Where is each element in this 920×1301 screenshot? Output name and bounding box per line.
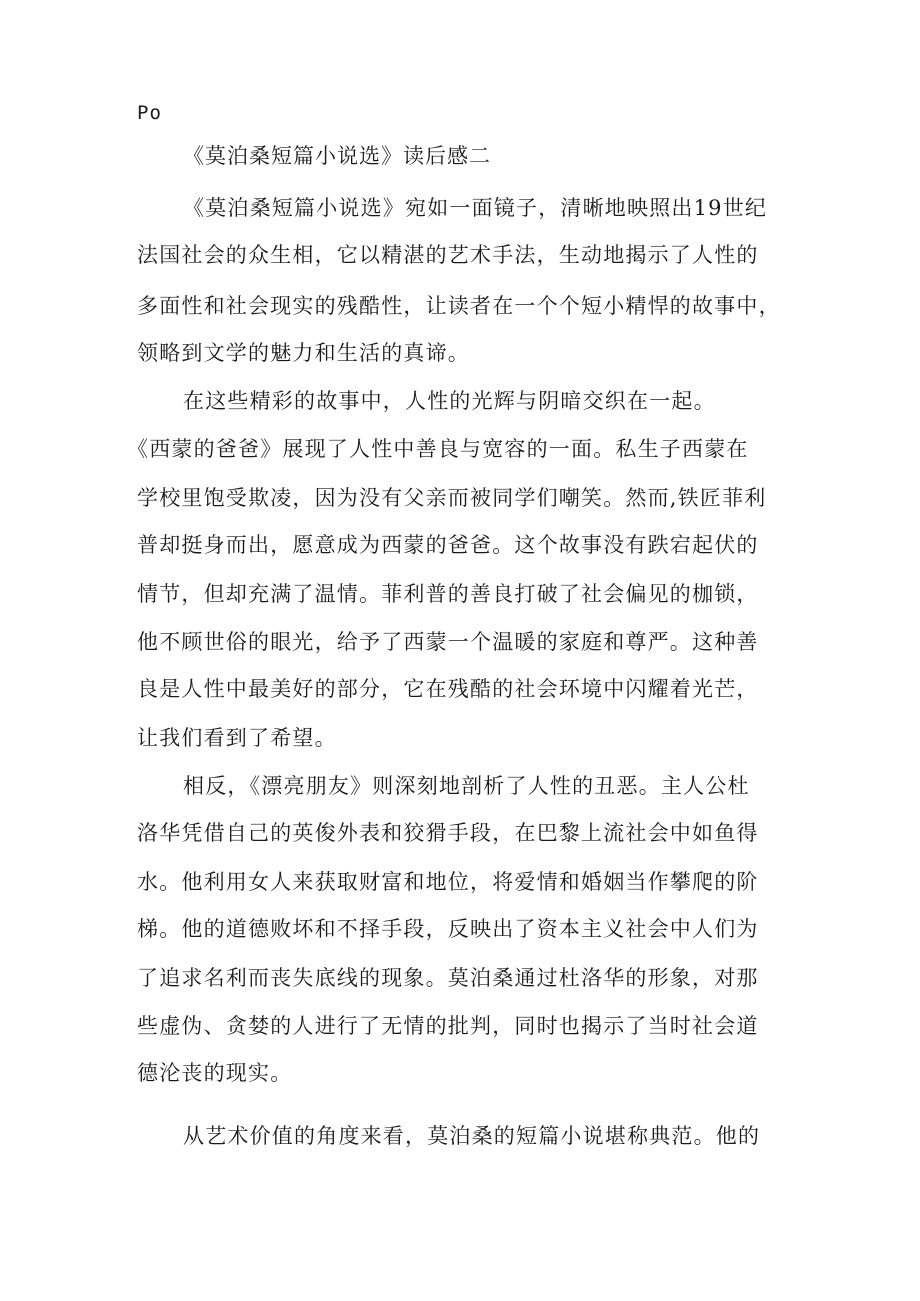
body-line: 德沦丧的现实。	[137, 1061, 293, 1085]
header-mark: Po	[137, 102, 162, 124]
body-line: 良是人性中最美好的部分，它在残酷的社会环境中闪耀着光芒，	[137, 677, 759, 701]
body-line: 普却挺身而出，愿意成为西蒙的爸爸。这个故事没有跌宕起伏的	[137, 533, 759, 557]
document-title: 《莫泊桑短篇小说选》读后感二	[183, 144, 491, 168]
body-line: 《莫泊桑短篇小说选》宛如一面镜子，清晰地映照出19世纪	[183, 196, 768, 220]
body-line: 从艺术价值的角度来看，莫泊桑的短篇小说堪称典范。他的	[183, 1124, 761, 1148]
body-line: 梯。他的道德败坏和不择手段，反映出了资本主义社会中人们为	[137, 917, 759, 941]
body-line: 他不顾世俗的眼光，给予了西蒙一个温暖的家庭和尊严。这种善	[137, 630, 759, 654]
body-line: 学校里饱受欺凌，因为没有父亲而被同学们嘲笑。然而,铁匠菲利	[137, 486, 767, 510]
body-line: 洛华凭借自己的英俊外表和狡猾手段，在巴黎上流社会中如鱼得	[137, 821, 759, 845]
body-line: 在这些精彩的故事中，人性的光辉与阴暗交织在一起。	[183, 389, 716, 413]
body-line: 让我们看到了希望。	[137, 726, 337, 750]
body-line: 水。他利用女人来获取财富和地位，将爱情和婚姻当作攀爬的阶	[137, 870, 759, 894]
body-line: 情节，但却充满了温情。菲利普的善良打破了社会偏见的枷锁，	[137, 582, 759, 606]
body-line: 相反，《漂亮朋友》则深刻地剖析了人性的丑恶。主人公杜	[183, 774, 750, 798]
body-line: 领略到文学的魅力和生活的真谛。	[137, 341, 470, 365]
body-line: 法国社会的众生相，它以精湛的艺术手法，生动地揭示了人性的	[137, 243, 759, 267]
body-line: 了追求名利而丧失底线的现象。莫泊桑通过杜洛华的形象，对那	[137, 966, 759, 990]
body-line: 些虚伪、贪婪的人进行了无情的批判，同时也揭示了当时社会道	[137, 1014, 759, 1038]
body-line: 多面性和社会现实的残酷性，让读者在一个个短小精悍的故事中，	[137, 294, 781, 318]
body-line: 《西蒙的爸爸》展现了人性中善良与宽容的一面。私生子西蒙在	[127, 437, 749, 461]
